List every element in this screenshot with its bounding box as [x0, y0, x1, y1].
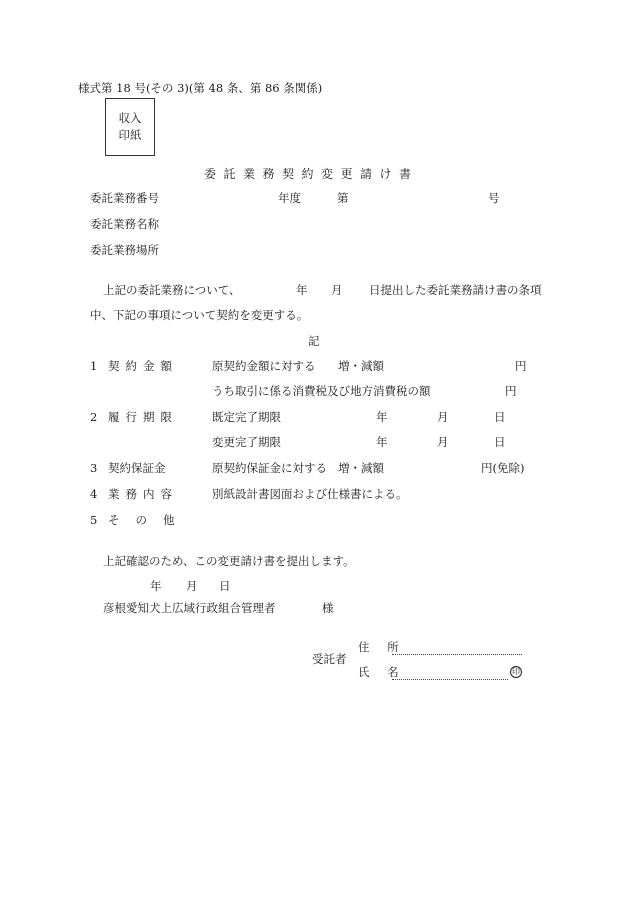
stamp-label-2: 印紙: [118, 128, 142, 142]
business-name-label: 委託業務名称: [90, 217, 159, 231]
form-number: 様式第 18 号(その 3)(第 48 条、第 86 条関係): [78, 81, 323, 95]
name-line[interactable]: [392, 679, 508, 680]
item-yen: 円(免除): [481, 461, 525, 475]
date-day: 日: [219, 579, 231, 593]
item-number: 4: [90, 487, 98, 501]
item-year: 年: [376, 435, 388, 449]
item-text: 既定完了期限: [212, 410, 281, 424]
item-text: うち取引に係る消費税及び地方消費税の額: [212, 384, 431, 398]
item-day: 日: [494, 410, 506, 424]
item-number: 1: [90, 359, 98, 373]
item-day: 日: [494, 435, 506, 449]
address-line[interactable]: [392, 654, 522, 655]
business-number-label: 委託業務番号: [90, 191, 159, 205]
item-label: 履行期限: [108, 410, 178, 424]
business-place-label: 委託業務場所: [90, 243, 159, 257]
item-yen: 円: [515, 359, 527, 373]
item-month: 月: [437, 410, 449, 424]
ki-heading: 記: [308, 334, 320, 348]
contractor-label: 受託者: [312, 652, 347, 666]
item-change: 増・減額: [338, 359, 384, 373]
body-line2: 中、下記の事項について契約を変更する。: [90, 308, 309, 322]
date-month: 月: [186, 579, 198, 593]
item-number: 3: [90, 461, 98, 475]
item-month: 月: [437, 435, 449, 449]
fiscal-year-label: 年度: [278, 191, 301, 205]
confirm-text: 上記確認のため、この変更請け書を提出します。: [103, 554, 355, 568]
date-year: 年: [150, 579, 162, 593]
revenue-stamp-box: [105, 98, 155, 156]
body-line1-year: 年: [296, 283, 308, 297]
addressee: 彦根愛知犬上広域行政組合管理者: [103, 601, 276, 615]
seal-mark: 印: [512, 667, 520, 676]
item-label: 契約金額: [108, 359, 178, 373]
item-change: 増・減額: [338, 461, 384, 475]
item-label: その他: [108, 513, 191, 527]
go-label: 号: [488, 191, 500, 205]
body-line1-start: 上記の委託業務について、: [103, 283, 241, 297]
dai-label: 第: [337, 191, 349, 205]
document-title: 委託業務契約変更請け書: [204, 167, 419, 181]
item-text: 別紙設計書図面および仕様書による。: [212, 487, 408, 501]
sama-label: 様: [322, 601, 334, 615]
item-text: 変更完了期限: [212, 435, 281, 449]
item-yen: 円: [505, 384, 517, 398]
item-text: 原契約保証金に対する: [212, 461, 327, 475]
item-year: 年: [376, 410, 388, 424]
stamp-label-1: 収入: [118, 111, 142, 125]
item-label: 業務内容: [108, 487, 178, 501]
item-label: 契約保証金: [108, 461, 166, 475]
item-text: 原契約金額に対する: [212, 359, 316, 373]
item-number: 5: [90, 513, 98, 527]
name-label: 氏 名: [358, 665, 406, 679]
item-number: 2: [90, 410, 98, 424]
address-label: 住 所: [358, 640, 406, 654]
body-line1-month: 月: [331, 283, 343, 297]
body-line1-end: 日提出した委託業務請け書の条項: [369, 283, 542, 297]
